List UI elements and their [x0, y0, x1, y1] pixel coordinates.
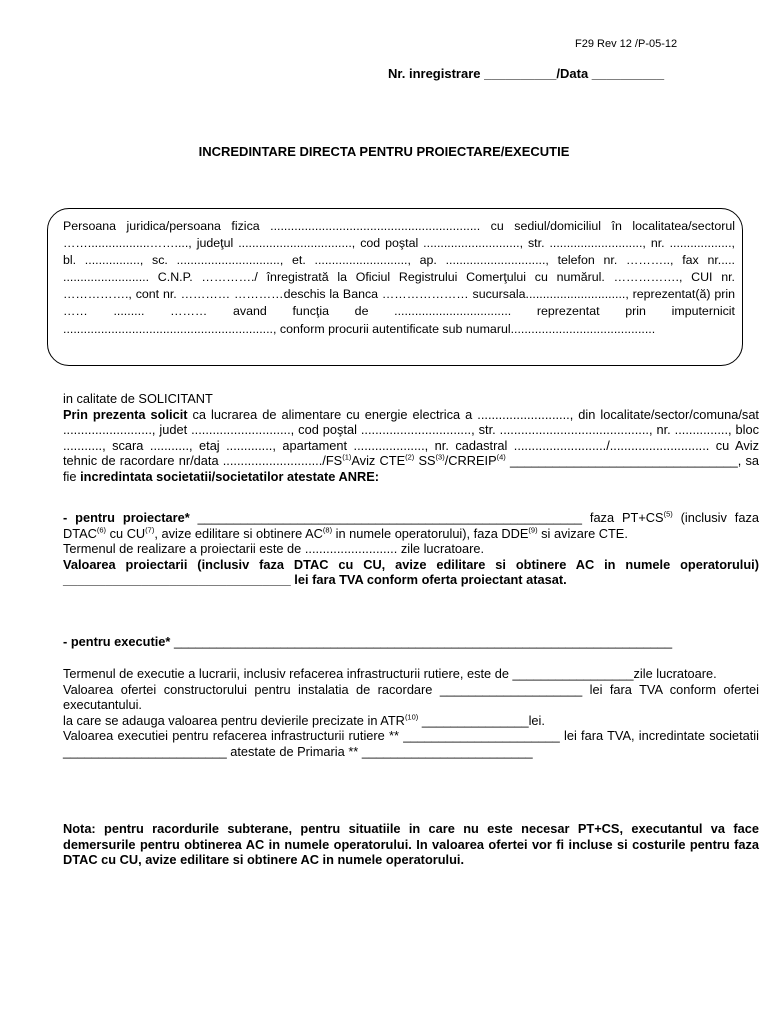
- executie-termen: Termenul de executie a lucrarii, inclusiv refacerea infrastructurii rutiere, este de _________________zile lucratoare.: [63, 666, 717, 681]
- proiectare-text-1: (inclusiv faza DTAC: [63, 510, 759, 541]
- nota-paragraph: Nota: pentru racordurile subterane, pentru situatiile in care nu este necesar PT+CS, executantul va face demersurile pentru obtinerea AC in numele operatorului. In valoarea ofertei vor fi incluse si costurile pentru faza DTAC cu CU, avize edilitare si obtinere AC in numele operatorului.: [63, 821, 759, 868]
- execution-conditions: [63, 666, 759, 760]
- executie-section: [63, 634, 759, 650]
- document-title: INCREDINTARE DIRECTA PENTRU PROIECTARE/EXECUTIE: [198, 144, 570, 159]
- solicitant-tail: ________________________________, sa fie: [63, 453, 759, 484]
- proiectare-text-5: si avizare CTE.: [537, 525, 628, 541]
- crreip-label: /CRREIP: [444, 453, 497, 469]
- cte-footnote: (2): [405, 453, 415, 463]
- aviz-cte-label: Aviz CTE: [351, 453, 406, 469]
- proiectare-section: [63, 510, 759, 588]
- executie-line: ______________________________________________________________________: [170, 634, 673, 649]
- atr-footnote: (10): [404, 712, 419, 722]
- proiectare-text-4: in numele operatorului), faza DDE: [332, 525, 529, 541]
- solicitant-section: [63, 391, 759, 485]
- solicitant-text: ca lucrarea de alimentare cu energie electrica a .........................., din localitate/sector/comuna/sat ........................., judet ............................, cod poştal ..............................., str. .........................................., nr. ..............., bloc ..........., scara ..........., etaj ............., apartament ...................., nr. cadastral ........................../............................ cu Aviz tehnic de racordare nr/data ............................/FS: [63, 406, 759, 469]
- crreip-footnote: (4): [496, 453, 506, 463]
- atr-value-line: _______________lei.: [418, 712, 545, 728]
- proiectare-label: - pentru proiectare*: [63, 510, 190, 525]
- oferta-constructor: Valoarea ofertei constructorului pentru instalatia de racordare ____________________ lei fara TVA conform ofertei executantului.: [63, 681, 759, 713]
- dde-footnote: (9): [528, 525, 538, 535]
- dtac-footnote: (6): [96, 525, 107, 535]
- ac-footnote: (8): [322, 525, 333, 535]
- proiectare-text-3: , avize edilitare si obtinere AC: [154, 525, 323, 541]
- ss-label: SS: [414, 453, 436, 469]
- atr-value-text: la care se adauga valoarea pentru devierile precizate in ATR: [63, 712, 405, 728]
- solicitant-role: in calitate de SOLICITANT: [63, 391, 213, 406]
- anre-statement: incredintata societatii/societatilor atestate ANRE:: [80, 468, 379, 484]
- applicant-details-text: Persoana juridica/persoana fizica ............................................................. cu sediul/domiciliul în localitatea/sectorul ……..................……...., judeţul ................................., cod poştal ............................, str. ..........................., nr. .................., bl. ................, sc. .............................., et. ..........................., ap. ............................., telefon nr. ……….., fax nr..... ......................... C.N.P. …………./ înregistrată la Oficiul Registrului Comerţului cu numărul. ……………., CUI nr. ……………., cont nr. ………… …………deschis la Banca ………………… sucursala............................., reprezentat(ă) prin …… ......... ……… avand funcţia de .................................. reprezentat prin imputernicit ............................................................., conform procurii autentificate sub numarul..........................................: [63, 219, 735, 336]
- executie-label: - pentru executie*: [63, 634, 171, 649]
- proiectare-termen: Termenul de realizare a proiectarii este de .......................... zile lucratoare.: [63, 541, 485, 557]
- registration-number-date: Nr. inregistrare __________/Data __________: [388, 66, 665, 81]
- fs-footnote: (1): [342, 453, 352, 463]
- proiectare-line: ______________________________________________________ faza PT+CS: [189, 510, 664, 525]
- cu-footnote: (7): [145, 525, 155, 535]
- ss-footnote: (3): [435, 453, 445, 463]
- ptcs-footnote: (5): [663, 509, 673, 519]
- solicitant-lead: Prin prezenta solicit: [63, 406, 188, 422]
- proiectare-text-2: cu CU: [106, 525, 146, 541]
- form-reference: F29 Rev 12 /P-05-12: [575, 38, 678, 50]
- proiectare-valoare: Valoarea proiectarii (inclusiv faza DTAC cu CU, avize edilitare si obtinere AC in numele operatorului) ________________________________ lei fara TVA conform oferta proiectant atasat.: [63, 556, 759, 588]
- infrastructura-rutiera: Valoarea executiei pentru refacerea infrastructurii rutiere ** ______________________ lei fara TVA, incredintate societatii _______________________ atestate de Primaria ** ________________________: [63, 728, 759, 759]
